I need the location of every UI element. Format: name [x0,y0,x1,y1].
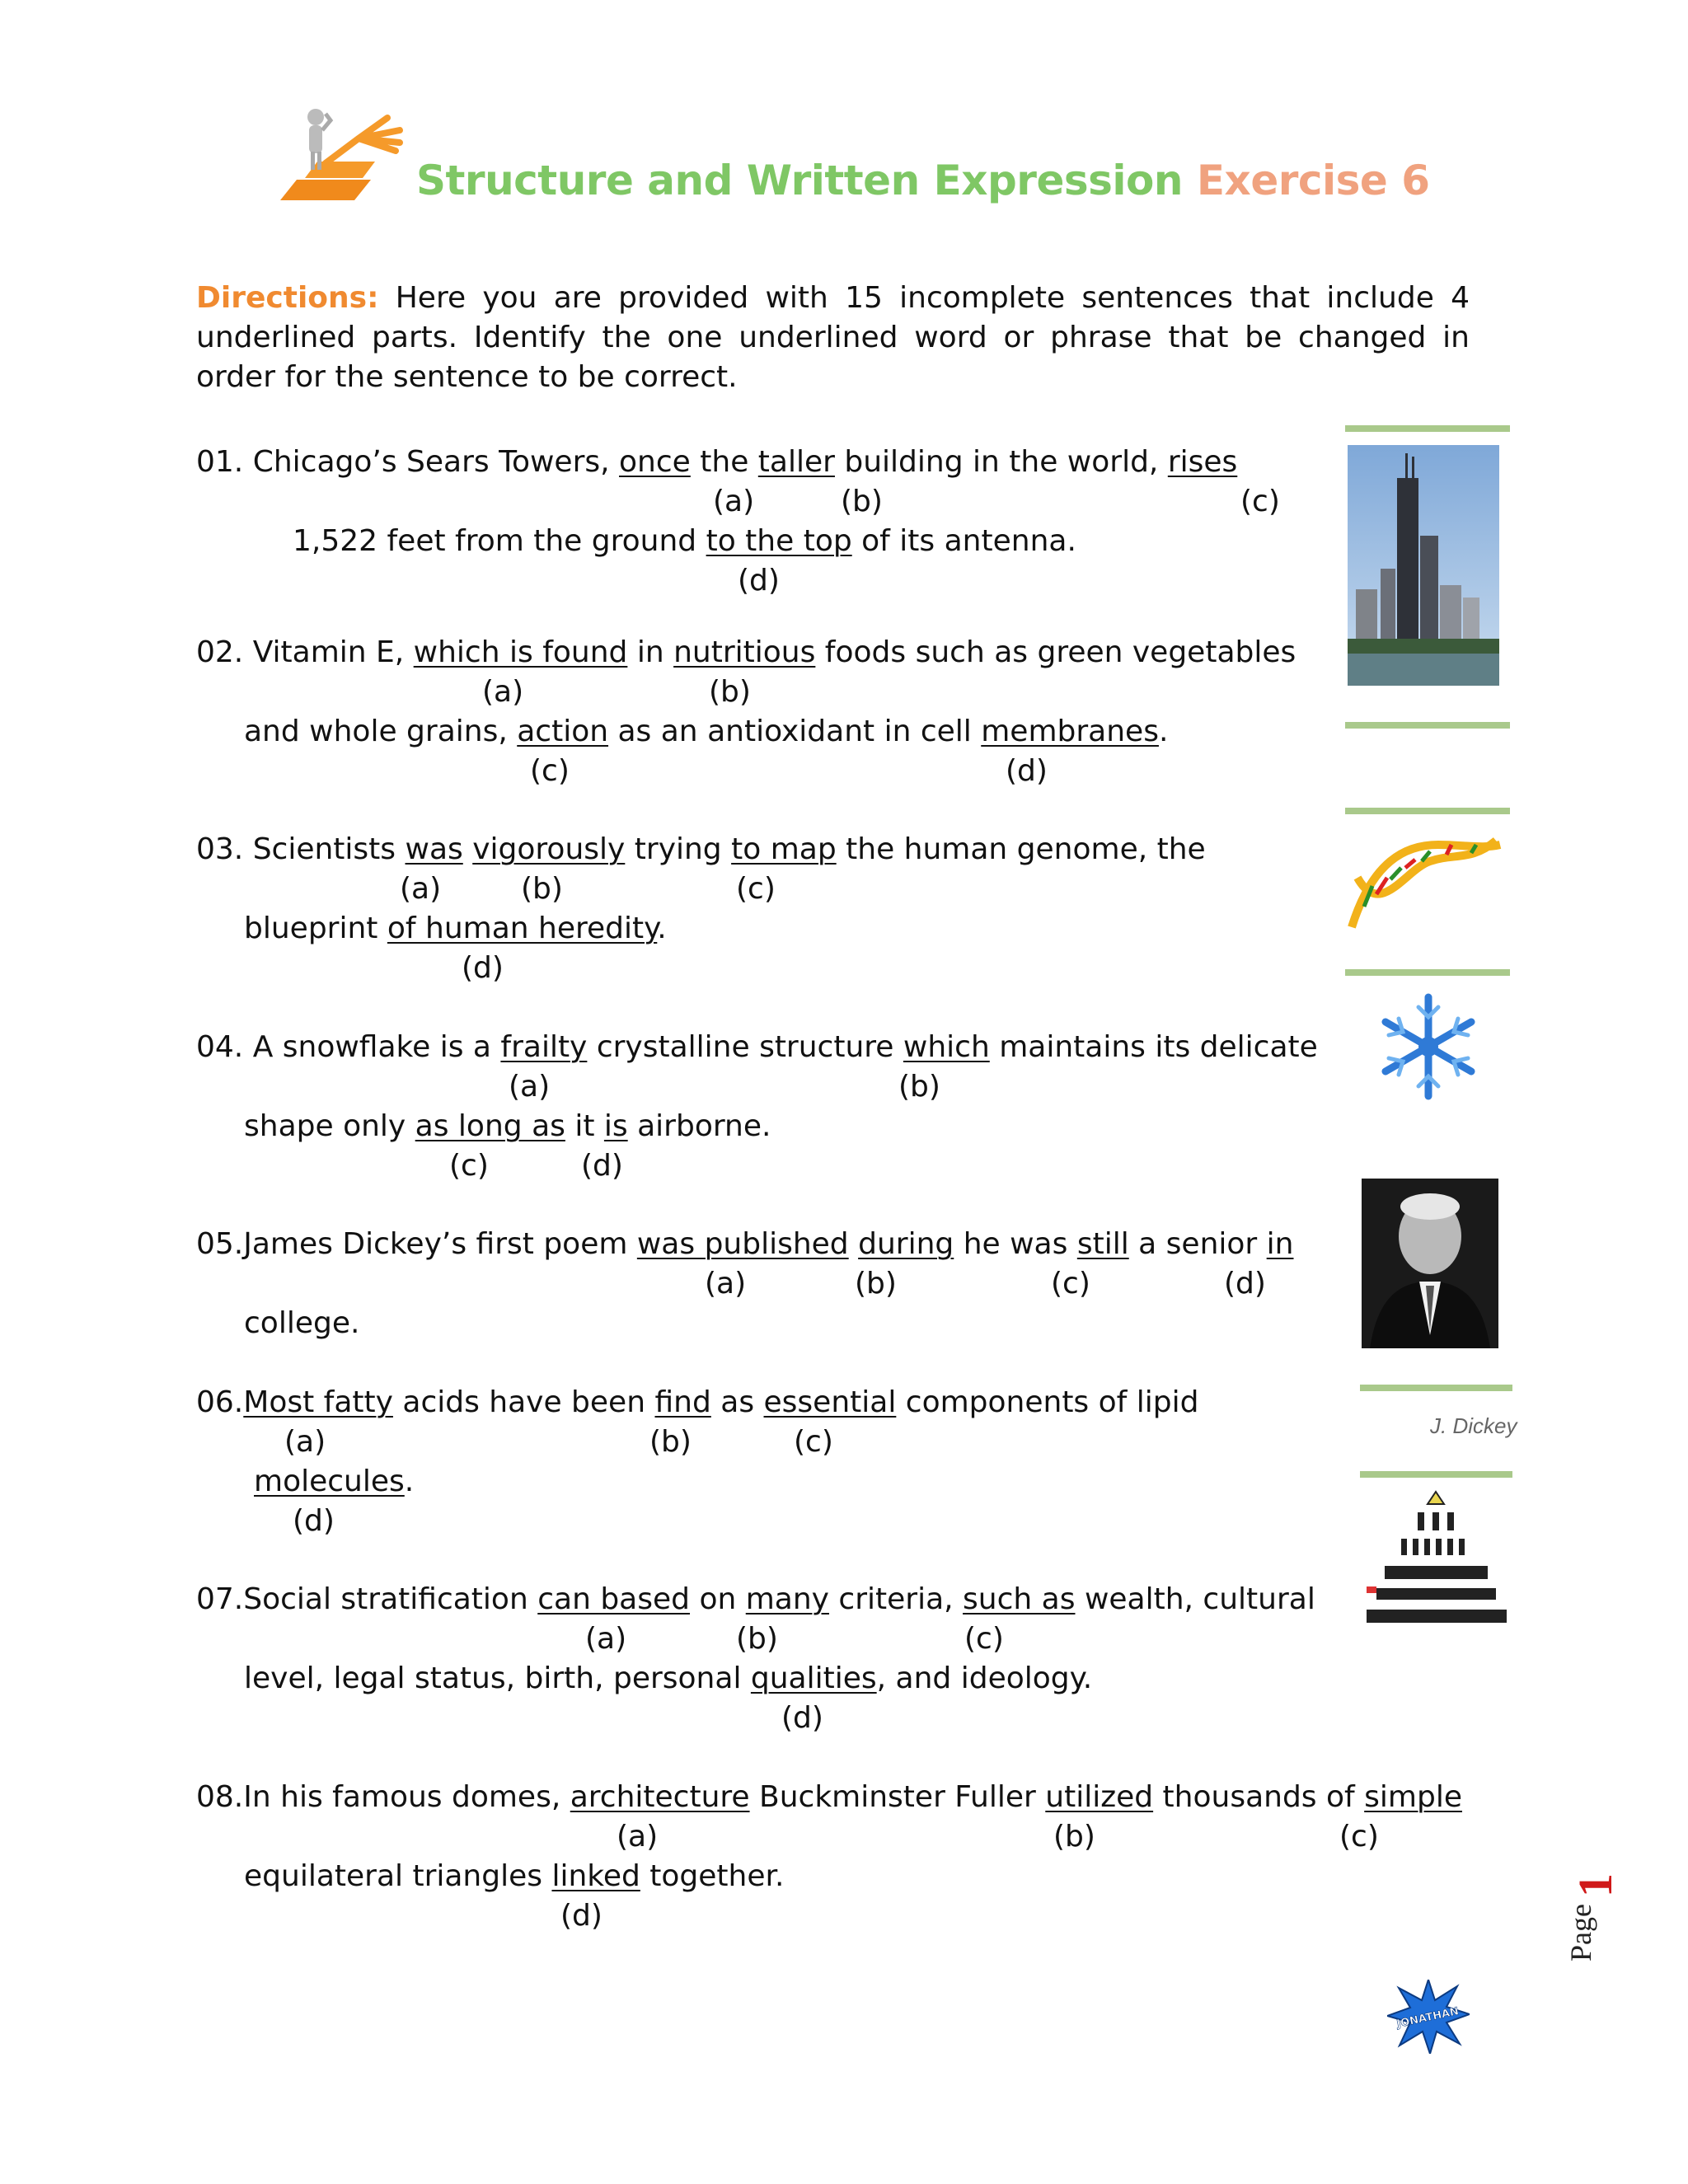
social-pyramid-icon [1360,1488,1512,1636]
page-number: 1 [1568,1873,1622,1897]
page-title [416,157,1430,204]
underlined-option: find [654,1385,711,1419]
sentence-text: acids have been [392,1385,655,1419]
question-2-line1 [196,635,1296,669]
page-word: Page [1564,1904,1597,1961]
underlined-option: was published [636,1227,849,1261]
sentence-text: 1,522 feet from the ground [293,524,706,558]
sentence-text: as an antioxidant in cell [608,715,982,748]
question-6-line2 [254,1465,414,1498]
divider-rule [1360,1385,1512,1391]
sentence-text: 04. A snowflake is a [196,1030,501,1064]
option-label: (d) [1224,1267,1266,1301]
option-label: (b) [736,1622,778,1656]
sentence-text [849,1227,858,1261]
underlined-option: membranes [981,715,1159,748]
sentence-text: airborne. [627,1109,771,1143]
question-5-line1 [196,1227,1294,1261]
jonathan-badge-logo [1387,1980,1470,2054]
james-dickey-portrait-photo [1362,1179,1498,1348]
underlined-option: linked [551,1859,640,1893]
divider-rule [1345,969,1510,976]
option-label: (c) [964,1622,1004,1656]
underlined-option: still [1076,1227,1129,1261]
sentence-text: blueprint [244,912,387,945]
underlined-option: nutritious [673,635,816,669]
divider-rule [1345,722,1510,729]
sentence-text: foods such as green vegetables [815,635,1296,669]
sentence-text: a senior [1128,1227,1267,1261]
option-label: (b) [649,1425,692,1459]
question-7-line2 [244,1661,1092,1695]
sentence-text [463,832,472,866]
sentence-text: together. [640,1859,785,1893]
title-exercise: Exercise 6 [1196,157,1430,204]
directions-paragraph [196,279,1470,397]
question-3-line1 [196,832,1206,866]
sentence-text: . [404,1465,415,1498]
option-label: (d) [738,564,780,598]
underlined-option: as long as [415,1109,565,1143]
underlined-option: molecules [254,1465,405,1498]
sentence-text: building in the world, [834,445,1168,479]
underlined-option: many [745,1582,829,1616]
underlined-option: once [619,445,691,479]
question-4-line2 [244,1109,771,1143]
sentence-text: level, legal status, birth, personal [244,1661,751,1695]
title-main: Structure and Written Expression [416,157,1183,204]
underlined-option: during [858,1227,954,1261]
question-6-line1 [196,1385,1198,1419]
dna-helix-icon [1348,828,1504,931]
option-label: (a) [509,1070,551,1104]
underlined-option: utilized [1045,1780,1154,1814]
option-label: (b) [521,872,563,906]
question-2-line2 [244,715,1168,748]
underlined-option: simple [1364,1780,1462,1814]
option-label: (a) [284,1425,326,1459]
badge-text: JONATHAN [1395,2005,1461,2031]
question-1-line2 [293,524,1076,558]
option-label: (a) [617,1820,659,1854]
underlined-option: was [405,832,463,866]
option-label: (a) [482,675,524,709]
sentence-text: college. [244,1306,360,1340]
sentence-text: . [1158,715,1169,748]
sentence-text: of its antenna. [851,524,1076,558]
sentence-text: components of lipid [896,1385,1199,1419]
sentence-text: 01. Chicago’s Sears Towers, [196,445,620,479]
sentence-text: trying [625,832,732,866]
question-7-line1 [196,1582,1315,1616]
directions-text: Here you are provided with 15 incomplete sentences that include 4 underlined parts. Identify the one underlined word or phrase that be changed in order for the sentence to be correct. [196,281,1470,394]
underlined-option: such as [963,1582,1076,1616]
underlined-option: which is found [413,635,628,669]
underlined-option: taller [757,445,835,479]
sentence-text: 08.In his famous domes, [196,1780,570,1814]
sentence-text: criteria, [828,1582,964,1616]
underlined-option: is [603,1109,628,1143]
snowflake-icon [1375,989,1482,1104]
question-1-line1 [196,445,1237,479]
option-label: (b) [898,1070,940,1104]
underlined-option: which [903,1030,990,1064]
sentence-text: it [565,1109,604,1143]
sentence-text: equilateral triangles [244,1859,552,1893]
page-number-label [1554,1838,1636,1961]
option-label: (d) [560,1899,603,1933]
chicago-skyline-photo [1348,445,1499,686]
underlined-option: rises [1167,445,1238,479]
question-4-line1 [196,1030,1318,1064]
sentence-text: 02. Vitamin E, [196,635,414,669]
option-label: (a) [713,485,755,518]
question-5-line2 [244,1306,359,1340]
divider-rule [1360,1471,1512,1478]
option-label: (d) [1006,754,1048,788]
underlined-option: to map [731,832,837,866]
underlined-option: to the top [706,524,852,558]
sentence-text: . [657,912,667,945]
sentence-text: 05.James Dickey’s first poem [196,1227,637,1261]
sentence-text: maintains its delicate [989,1030,1318,1064]
sentence-text: 03. Scientists [196,832,406,866]
underlined-option: architecture [570,1780,750,1814]
sentence-text: 07.Social stratification [196,1582,538,1616]
sentence-text: , and ideology. [876,1661,1093,1695]
sentence-text: crystalline structure [587,1030,903,1064]
underlined-option: action [517,715,609,748]
option-label: (a) [705,1267,747,1301]
option-label: (a) [400,872,442,906]
option-label: (b) [1053,1820,1095,1854]
option-label: (c) [1339,1820,1379,1854]
question-3-line2 [244,912,667,945]
option-label: (b) [841,485,883,518]
underlined-option: frailty [500,1030,588,1064]
underlined-option: qualities [750,1661,877,1695]
underlined-option: of human heredity [387,912,658,945]
stairs-thinking-figure-icon [276,105,408,204]
option-label: (b) [709,675,751,709]
question-8-line1 [196,1780,1462,1814]
underlined-option: in [1266,1227,1294,1261]
sentence-text: thousands of [1153,1780,1365,1814]
option-label: (d) [581,1149,623,1183]
sentence-text: the human genome, the [836,832,1206,866]
sentence-text: in [627,635,674,669]
underlined-option: essential [763,1385,897,1419]
option-label: (c) [1051,1267,1090,1301]
sentence-text: and whole grains, [244,715,518,748]
option-label: (d) [781,1701,823,1735]
underlined-option: Most fatty [243,1385,393,1419]
option-label: (c) [530,754,570,788]
sentence-text: shape only [244,1109,415,1143]
underlined-option: can based [537,1582,690,1616]
sentence-text: as [710,1385,764,1419]
sentence-text: 06. [196,1385,244,1419]
sentence-text: on [690,1582,746,1616]
sentence-text: wealth, cultural [1075,1582,1315,1616]
sentence-text: the [690,445,758,479]
directions-label: Directions: [196,281,379,315]
divider-rule [1345,425,1510,432]
option-label: (c) [794,1425,833,1459]
sentence-text: Buckminster Fuller [749,1780,1046,1814]
option-label: (b) [855,1267,897,1301]
divider-rule [1345,808,1510,814]
option-label: (c) [1240,485,1280,518]
option-label: (d) [293,1504,335,1538]
sentence-text: he was [954,1227,1077,1261]
option-label: (c) [449,1149,489,1183]
option-label: (d) [462,951,504,985]
option-label: (a) [585,1622,627,1656]
question-8-line2 [244,1859,784,1893]
photo-caption: J. Dickey [1430,1413,1517,1438]
option-label: (c) [736,872,776,906]
underlined-option: vigorously [472,832,626,866]
